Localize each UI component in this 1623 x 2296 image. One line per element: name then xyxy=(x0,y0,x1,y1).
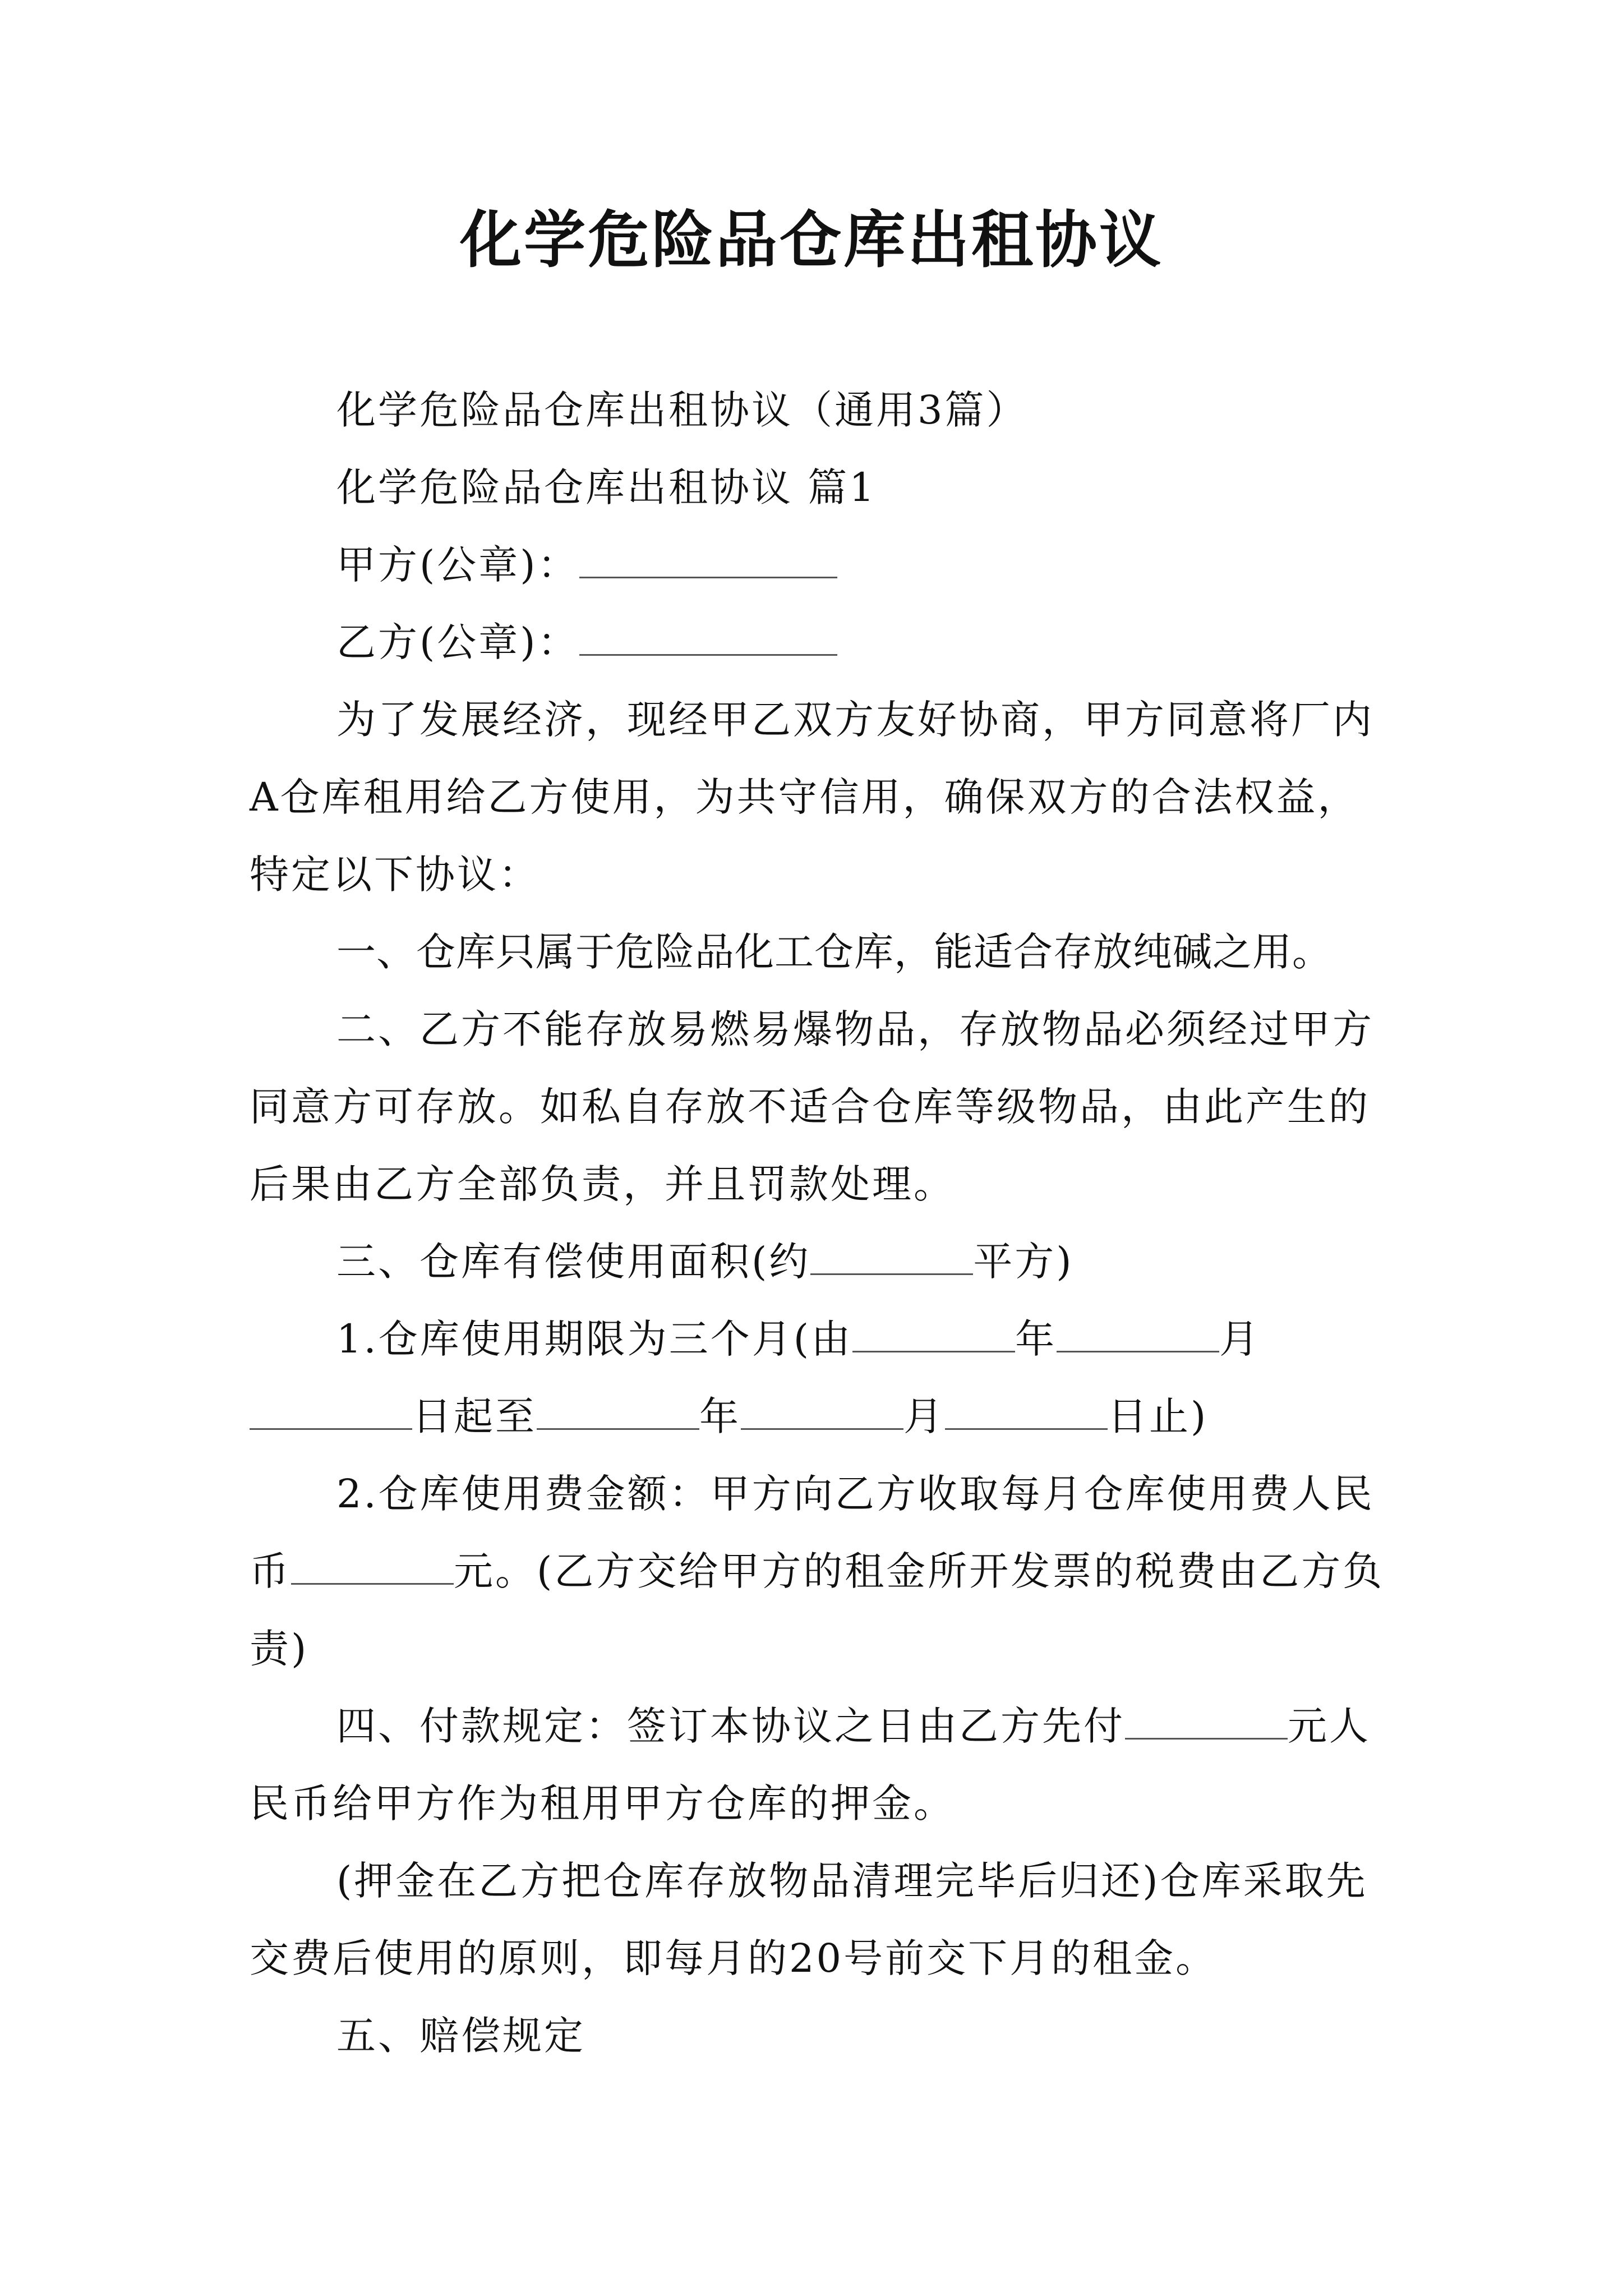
deposit-blank xyxy=(1125,1705,1288,1740)
clause-4 xyxy=(250,1687,1394,1842)
party-b-line xyxy=(250,604,1394,681)
clause-4-post: 元人民币给甲方作为租用甲方仓库的押金。 xyxy=(250,1703,1371,1826)
term-day-2: 日止) xyxy=(1108,1393,1209,1439)
clause-3-post: 平方) xyxy=(973,1239,1074,1285)
area-blank xyxy=(810,1241,973,1275)
term-pre: 1.仓库使用期限为三个月(由 xyxy=(336,1316,853,1362)
party-a-line xyxy=(250,526,1394,604)
fee-blank xyxy=(291,1550,454,1585)
document-body xyxy=(250,371,1394,2074)
term-year-1: 年 xyxy=(1015,1316,1057,1362)
fee-post: 元。(乙方交给甲方的租金所开发票的税费由乙方负责) xyxy=(250,1548,1385,1672)
start-year-blank xyxy=(852,1318,1015,1352)
party-a-label: 甲方(公章)： xyxy=(336,542,579,588)
clause-3-pre: 三、仓库有偿使用面积(约 xyxy=(336,1239,811,1285)
clause-2: 二、乙方不能存放易燃易爆物品，存放物品必须经过甲方同意方可存放。如私自存放不适合仓库等级物品，由此产生的后果由乙方全部负责，并且罚款处理。 xyxy=(250,1006,1374,1207)
subtitle: 化学危险品仓库出租协议（通用3篇） xyxy=(336,387,1028,433)
deposit-note: (押金在乙方把仓库存放物品清理完毕后归还)仓库采取先交费后使用的原则，即每月的20号前交下月的租金。 xyxy=(250,1858,1368,1981)
party-b-blank xyxy=(579,622,837,656)
end-day-blank xyxy=(945,1396,1108,1430)
party-b-label: 乙方(公章)： xyxy=(336,619,579,665)
party-a-blank xyxy=(579,544,837,578)
end-year-blank xyxy=(537,1396,699,1430)
document-title: 化学危险品仓库出租协议 xyxy=(460,204,1163,276)
start-month-blank xyxy=(1057,1318,1219,1352)
section-heading: 化学危险品仓库出租协议 篇1 xyxy=(336,464,877,510)
start-day-blank xyxy=(250,1396,412,1430)
clause-5: 五、赔偿规定 xyxy=(336,2013,585,2059)
end-month-blank xyxy=(741,1396,903,1430)
fee-pre: 2.仓库使用费金额：甲方向乙方收取每月仓库使用费人民币 xyxy=(250,1471,1375,1594)
term-year-2: 年 xyxy=(699,1393,741,1439)
fee-paragraph xyxy=(250,1455,1394,1687)
term-paragraph xyxy=(250,1300,1394,1455)
term-month-1: 月 xyxy=(1219,1316,1261,1362)
term-day-1: 日起至 xyxy=(412,1393,537,1439)
clause-3 xyxy=(250,1223,1394,1300)
term-month-2: 月 xyxy=(903,1393,945,1439)
clause-4-pre: 四、付款规定：签订本协议之日由乙方先付 xyxy=(336,1703,1125,1749)
clause-1: 一、仓库只属于危险品化工仓库，能适合存放纯碱之用。 xyxy=(336,929,1332,975)
intro-paragraph: 为了发展经济，现经甲乙双方友好协商，甲方同意将厂内A仓库租用给乙方使用，为共守信用，确保双方的合法权益，特定以下协议： xyxy=(250,697,1374,898)
